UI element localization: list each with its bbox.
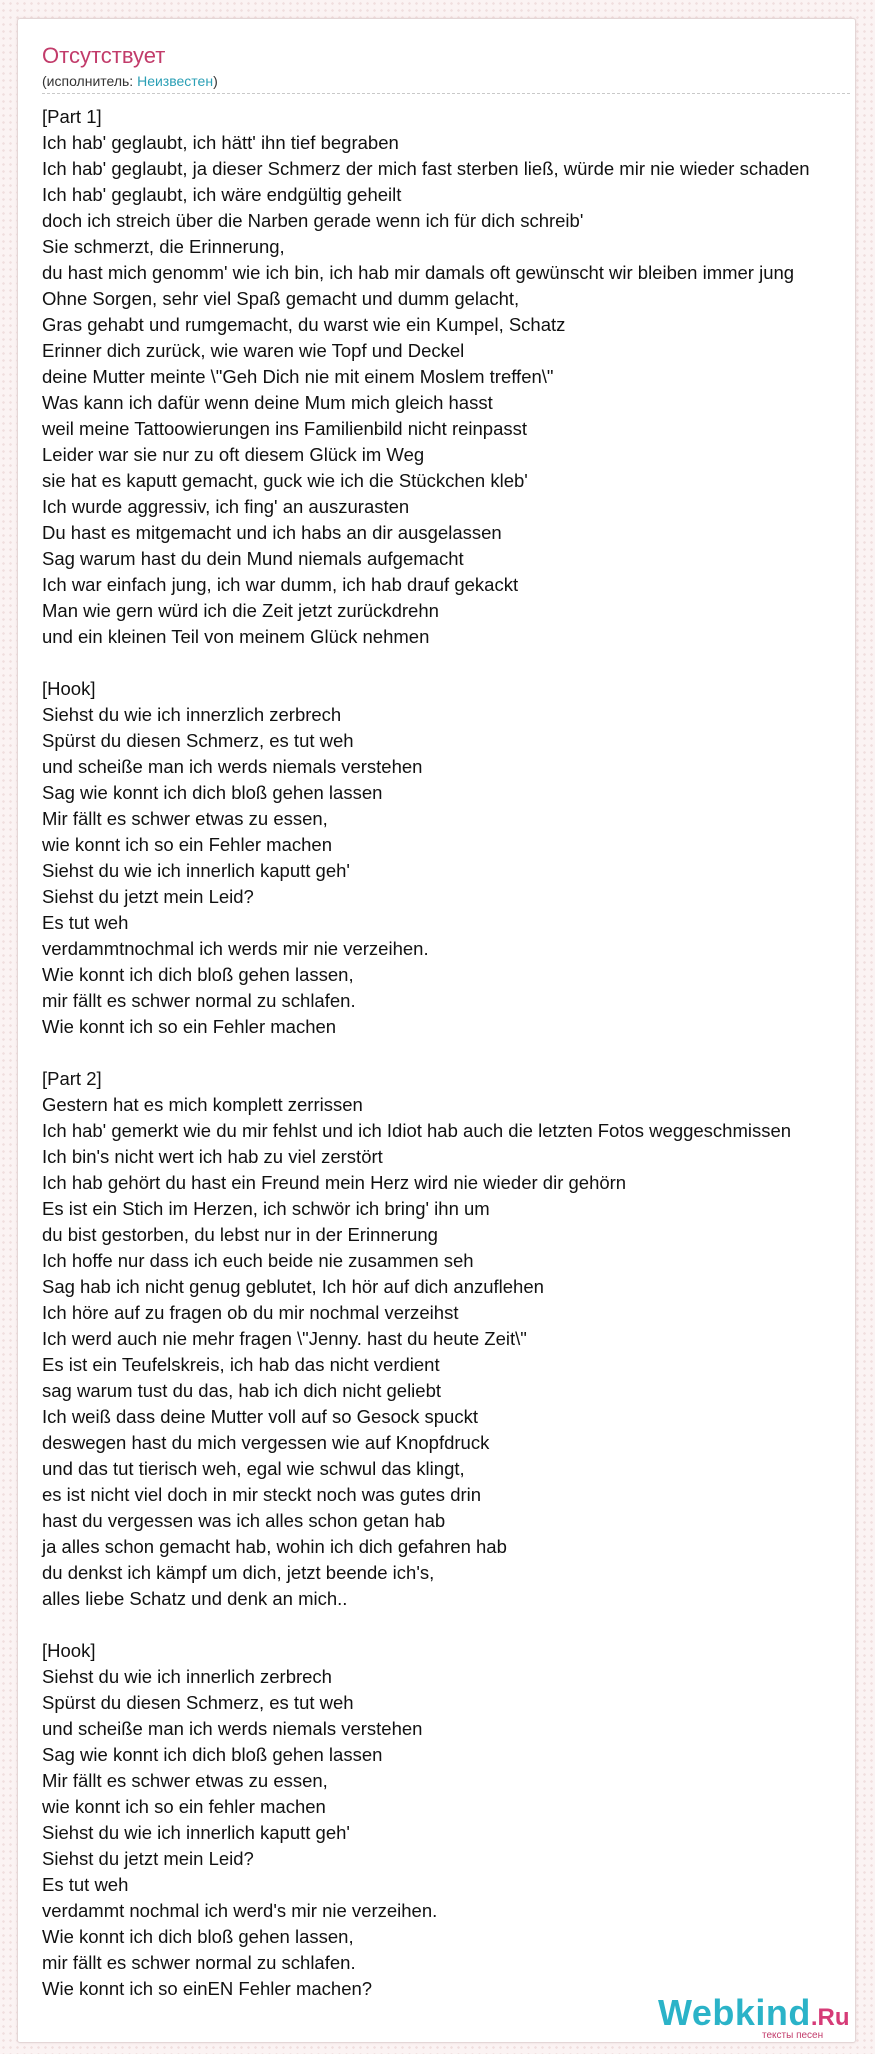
lyric-line: wie konnt ich so ein fehler machen [42, 1796, 326, 1817]
lyric-line: alles liebe Schatz und denk an mich.. [42, 1588, 348, 1609]
lyric-line: Sag wie konnt ich dich bloß gehen lassen [42, 1744, 383, 1765]
lyric-line: und das tut tierisch weh, egal wie schwul das klingt, [42, 1458, 465, 1479]
lyric-line: Sag wie konnt ich dich bloß gehen lassen [42, 782, 383, 803]
logo-tagline: тексты песен [762, 2030, 824, 2041]
divider [42, 93, 850, 94]
lyric-line: Ich wurde aggressiv, ich fing' an auszurasten [42, 496, 410, 517]
logo-main-text: Webkind [658, 1992, 811, 2033]
site-logo[interactable] [658, 1992, 856, 2041]
lyric-line: Ich bin's nicht wert ich hab zu viel zerstört [42, 1146, 383, 1167]
lyric-line: Spürst du diesen Schmerz, es tut weh [42, 1692, 354, 1713]
lyric-line: Ich hab' geglaubt, ja dieser Schmerz der mich fast sterben ließ, würde mir nie wieder schaden [42, 158, 810, 179]
lyric-line: es ist nicht viel doch in mir steckt noch was gutes drin [42, 1484, 482, 1505]
lyric-line: Gras gehabt und rumgemacht, du warst wie ein Kumpel, Schatz [42, 314, 566, 335]
lyric-line: Ich werd auch nie mehr fragen \"Jenny. hast du heute Zeit\" [42, 1328, 527, 1349]
lyric-line: verdammt nochmal ich werd's mir nie verzeihen. [42, 1900, 438, 1921]
lyric-line: Ich weiß dass deine Mutter voll auf so Gesock spuckt [42, 1406, 478, 1427]
lyric-line: du hast mich genomm' wie ich bin, ich hab mir damals oft gewünscht wir bleiben immer jung [42, 262, 795, 283]
stanza-break [42, 1040, 856, 1066]
artist-link[interactable]: Неизвестен [137, 73, 214, 89]
lyric-line: deine Mutter meinte \"Geh Dich nie mit einem Moslem treffen\" [42, 366, 554, 387]
lyric-line: Man wie gern würd ich die Zeit jetzt zurückdrehn [42, 600, 439, 621]
lyric-line: Leider war sie nur zu oft diesem Glück im Weg [42, 444, 425, 465]
stanza-break [42, 650, 856, 676]
lyric-line: Ich hab' geglaubt, ich hätt' ihn tief begraben [42, 132, 399, 153]
logo-ru-text: .Ru [810, 2004, 850, 2031]
lyric-line: Wie konnt ich dich bloß gehen lassen, [42, 1926, 354, 1947]
lyric-line: hast du vergessen was ich alles schon getan hab [42, 1510, 446, 1531]
lyric-line: Ich hab' geglaubt, ich wäre endgültig geheilt [42, 184, 402, 205]
lyric-line: Es tut weh [42, 912, 129, 933]
lyrics-card [17, 18, 856, 2043]
lyric-line: Wie konnt ich dich bloß gehen lassen, [42, 964, 354, 985]
lyric-line: und ein kleinen Teil von meinem Glück nehmen [42, 626, 430, 647]
lyric-line: Was kann ich dafür wenn deine Mum mich gleich hasst [42, 392, 493, 413]
lyric-line: Sag hab ich nicht genug geblutet, Ich hör auf dich anzuflehen [42, 1276, 544, 1297]
lyric-line: Wie konnt ich so einEN Fehler machen? [42, 1978, 373, 1999]
lyric-line: wie konnt ich so ein Fehler machen [42, 834, 332, 855]
lyric-line: und scheiße man ich werds niemals verstehen [42, 756, 423, 777]
artist-prefix: (исполнитель: [42, 73, 138, 89]
lyric-line: Siehst du jetzt mein Leid? [42, 1848, 254, 1869]
lyric-line: Siehst du wie ich innerzlich zerbrech [42, 704, 342, 725]
lyric-line: Du hast es mitgemacht und ich habs an dir ausgelassen [42, 522, 502, 543]
lyric-line: Sag warum hast du dein Mund niemals aufgemacht [42, 548, 464, 569]
lyric-line: Es ist ein Teufelskreis, ich hab das nicht verdient [42, 1354, 440, 1375]
lyric-line: Spürst du diesen Schmerz, es tut weh [42, 730, 354, 751]
lyric-line: Siehst du jetzt mein Leid? [42, 886, 254, 907]
lyric-line: doch ich streich über die Narben gerade wenn ich für dich schreib' [42, 210, 584, 231]
stanza-break [42, 1612, 856, 1638]
lyric-line: Mir fällt es schwer etwas zu essen, [42, 1770, 328, 1791]
lyric-line: Gestern hat es mich komplett zerrissen [42, 1094, 363, 1115]
section-label: [Hook] [42, 1640, 96, 1661]
lyric-line: Es ist ein Stich im Herzen, ich schwör ich bring' ihn um [42, 1198, 490, 1219]
section-label: [Part 2] [42, 1068, 102, 1089]
lyric-line: sie hat es kaputt gemacht, guck wie ich die Stückchen kleb' [42, 470, 528, 491]
section-label: [Part 1] [42, 106, 102, 127]
lyric-line: Siehst du wie ich innerlich kaputt geh' [42, 1822, 350, 1843]
lyric-line: Erinner dich zurück, wie waren wie Topf und Deckel [42, 340, 465, 361]
lyric-line: Siehst du wie ich innerlich kaputt geh' [42, 860, 350, 881]
lyric-line: deswegen hast du mich vergessen wie auf Knopfdruck [42, 1432, 490, 1453]
section-label: [Hook] [42, 678, 96, 699]
lyric-line: mir fällt es schwer normal zu schlafen. [42, 1952, 356, 1973]
lyric-line: Ich höre auf zu fragen ob du mir nochmal verzeihst [42, 1302, 459, 1323]
lyric-line: Siehst du wie ich innerlich zerbrech [42, 1666, 332, 1687]
lyric-line: Ich hoffe nur dass ich euch beide nie zusammen seh [42, 1250, 474, 1271]
lyric-line: sag warum tust du das, hab ich dich nicht geliebt [42, 1380, 442, 1401]
lyric-line: Es tut weh [42, 1874, 129, 1895]
lyric-line: Ich hab' gemerkt wie du mir fehlst und ich Idiot hab auch die letzten Fotos weggeschmissen [42, 1120, 792, 1141]
lyric-line: mir fällt es schwer normal zu schlafen. [42, 990, 356, 1011]
artist-suffix: ) [213, 73, 218, 89]
lyric-line: du denkst ich kämpf um dich, jetzt beende ich's, [42, 1562, 435, 1583]
lyric-line: Wie konnt ich so ein Fehler machen [42, 1016, 337, 1037]
song-title: Отсутствует [42, 43, 166, 68]
artist-line [42, 72, 218, 90]
lyric-line: Ich hab gehört du hast ein Freund mein Herz wird nie wieder dir gehörn [42, 1172, 627, 1193]
lyrics-text [42, 104, 856, 2002]
lyric-line: und scheiße man ich werds niemals verstehen [42, 1718, 423, 1739]
lyric-line: verdammtnochmal ich werds mir nie verzeihen. [42, 938, 429, 959]
lyric-line: Ich war einfach jung, ich war dumm, ich hab drauf gekackt [42, 574, 519, 595]
lyric-line: Ohne Sorgen, sehr viel Spaß gemacht und dumm gelacht, [42, 288, 520, 309]
lyric-line: weil meine Tattoowierungen ins Familienbild nicht reinpasst [42, 418, 528, 439]
lyric-line: ja alles schon gemacht hab, wohin ich dich gefahren hab [42, 1536, 507, 1557]
lyric-line: du bist gestorben, du lebst nur in der Erinnerung [42, 1224, 438, 1245]
lyric-line: Mir fällt es schwer etwas zu essen, [42, 808, 328, 829]
lyric-line: Sie schmerzt, die Erinnerung, [42, 236, 285, 257]
